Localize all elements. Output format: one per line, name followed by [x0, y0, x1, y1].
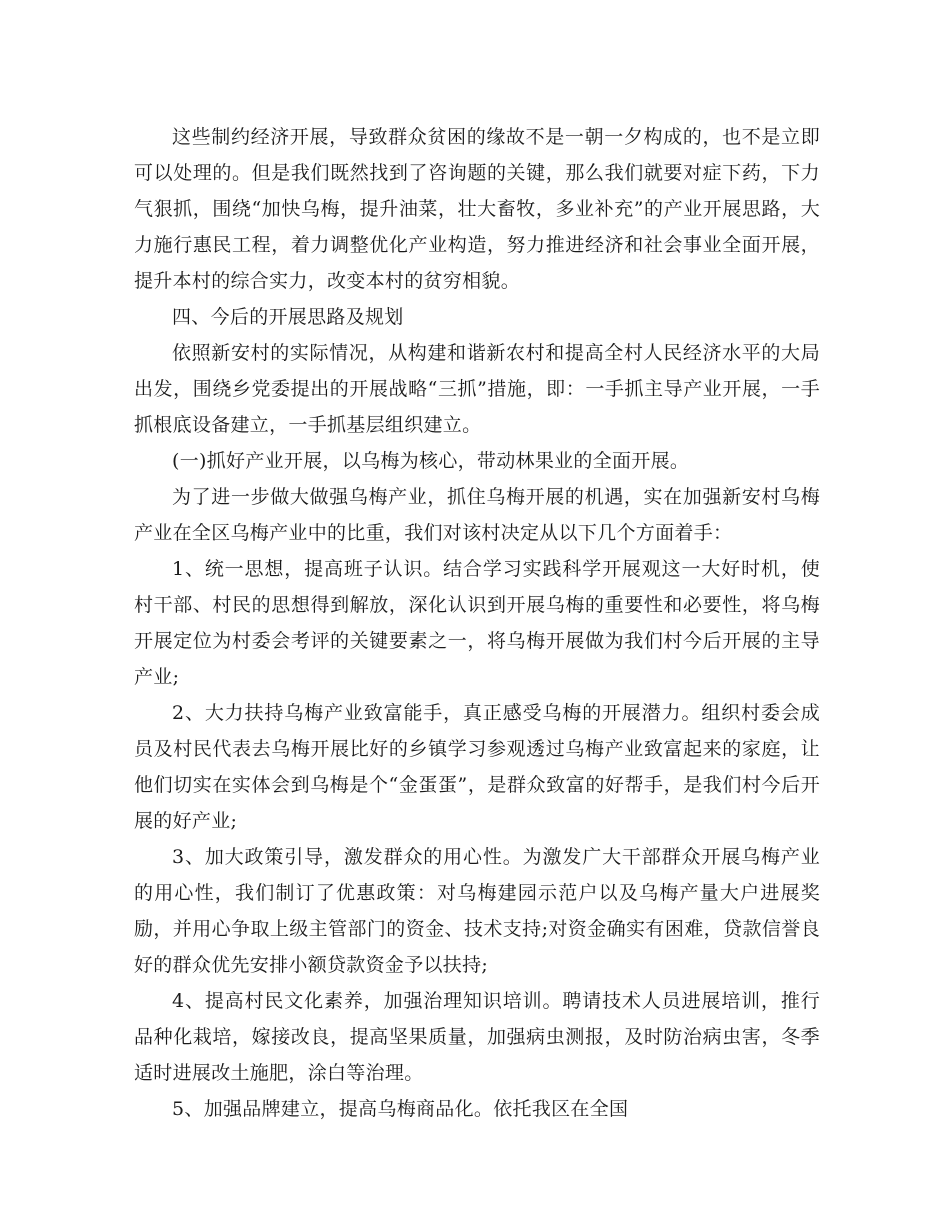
list-item-1: 1、统一思想，提高班子认识。结合学习实践科学开展观这一大好时机，使村干部、村民的思想得到解放，深化认识到开展乌梅的重要性和必要性，将乌梅开展定位为村委会考评的关键要素之一，将乌梅开展做为我们村今后开展的主导产业;: [134, 558, 820, 688]
list-item-5: 5、加强品牌建立，提高乌梅商品化。依托我区在全国: [172, 1098, 629, 1120]
paragraph-strategy: 依照新安村的实际情况，从构建和谐新农村和提高全村人民经济水平的大局出发，围绕乡党委提出的开展战略“三抓”措施，即：一手抓主导产业开展，一手抓根底设备建立，一手抓基层组织建立。: [134, 342, 820, 436]
list-item-4: 4、提高村民文化素养，加强治理知识培训。聘请技术人员进展培训，推行品种化栽培，嫁接改良，提高坚果质量，加强病虫测报，及时防治病虫害，冬季适时进展改土施肥，涂白等治理。: [134, 990, 820, 1084]
subheading-industry: (一)抓好产业开展，以乌梅为核心，带动林果业的全面开展。: [172, 450, 690, 472]
list-item-3: 3、加大政策引导，激发群众的用心性。为激发广大干部群众开展乌梅产业的用心性，我们制订了优惠政策：对乌梅建园示范户以及乌梅产量大户进展奖励，并用心争取上级主管部门的资金、技术支持;对资金确实有困难，贷款信誉良好的群众优先安排小额贷款资金予以扶持;: [134, 846, 820, 976]
list-item-2: 2、大力扶持乌梅产业致富能手，真正感受乌梅的开展潜力。组织村委会成员及村民代表去乌梅开展比好的乡镇学习参观透过乌梅产业致富起来的家庭，让他们切实在实体会到乌梅是个“金蛋蛋”，是群众致富的好帮手，是我们村今后开展的好产业;: [134, 702, 820, 832]
paragraph-constraints: 这些制约经济开展，导致群众贫困的缘故不是一朝一夕构成的，也不是立即可以处理的。但是我们既然找到了咨询题的关键，那么我们就要对症下药，下力气狠抓，围绕“加快乌梅，提升油菜，壮大畜牧，多业补充”的产业开展思路，大力施行惠民工程，着力调整优化产业构造，努力推进经济和社会事业全面开展，提升本村的综合实力，改变本村的贫穷相貌。: [134, 126, 820, 292]
paragraph-intro: 为了进一步做大做强乌梅产业，抓住乌梅开展的机遇，实在加强新安村乌梅产业在全区乌梅产业中的比重，我们对该村决定从以下几个方面着手：: [134, 486, 820, 544]
document-body: [134, 119, 820, 1127]
section-heading-plan: 四、今后的开展思路及规划: [172, 306, 404, 328]
